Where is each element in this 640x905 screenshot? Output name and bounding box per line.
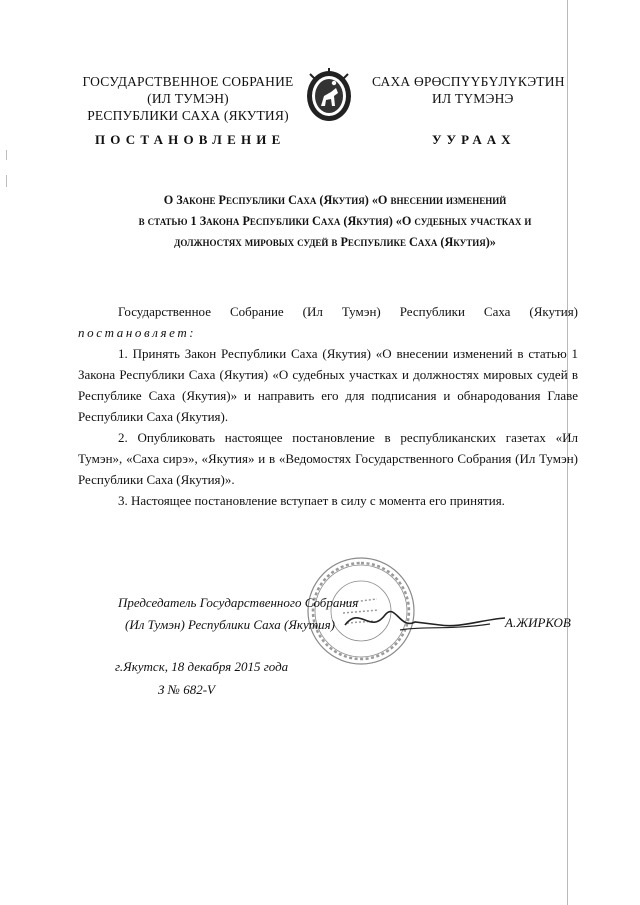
header-right-line: ИЛ ТҮМЭНЭ [432, 91, 514, 106]
header-left [78, 73, 298, 124]
signatory-title-line: Председатель Государственного Собрания [118, 595, 359, 610]
title-line: должностях мировых судей в Республике Саха (Якутия)» [174, 235, 496, 249]
title-line: в статью 1 Закона Республики Саха (Якутия) «О судебных участках и [138, 214, 532, 228]
margin-mark [6, 150, 7, 160]
margin-mark [6, 175, 7, 187]
header-right-line: САХА ӨРӨСПҮҮБҮЛҮКЭТИН [372, 74, 565, 89]
document-title [90, 190, 580, 253]
title-line: О Законе Республики Саха (Якутия) «О внесении изменений [163, 193, 507, 207]
header-left-line: ГОСУДАРСТВЕННОЕ СОБРАНИЕ [82, 74, 294, 89]
signatory-title-line: (Ил Тумэн) Республики Саха (Якутия) [125, 617, 335, 632]
header-right [372, 73, 572, 107]
item-paragraph: 3. Настоящее постановление вступает в силу с момента его принятия. [118, 493, 505, 508]
yakutia-coat-of-arms-icon [304, 66, 354, 124]
signatory-name: А.ЖИРКОВ [505, 615, 571, 630]
decides-word: постановляет: [78, 325, 197, 340]
document-date: г.Якутск, 18 декабря 2015 года [115, 659, 289, 674]
handwritten-signature [340, 600, 510, 640]
intro-paragraph: Государственное Собрание (Ил Тумэн) Республики Саха (Якутия) [118, 304, 578, 319]
item-paragraph: 1. Принять Закон Республики Саха (Якутия) «О внесении изменений в статью 1 Закона Республики Саха (Якутия) «О судебных участках и должностях мировых судей в Республике Саха (Якутия)» и направить его для подписания и обнародования Главе Республики Саха (Якутия). [78, 346, 578, 424]
decree-label-ru: ПОСТАНОВЛЕНИЕ [95, 132, 286, 147]
header-left-line: (ИЛ ТУМЭН) [147, 91, 229, 106]
document-number: З № 682-V [158, 682, 215, 697]
decree-label-sakha: УУРААХ [432, 132, 516, 147]
document-body [78, 301, 578, 511]
header-left-line: РЕСПУБЛИКИ САХА (ЯКУТИЯ) [87, 108, 289, 123]
item-paragraph: 2. Опубликовать настоящее постановление в республиканских газетах «Ил Тумэн», «Саха сирэ», «Якутия» и в «Ведомостях Государственного Собрания (Ил Тумэн) Республики Саха (Якутия)». [78, 430, 578, 487]
